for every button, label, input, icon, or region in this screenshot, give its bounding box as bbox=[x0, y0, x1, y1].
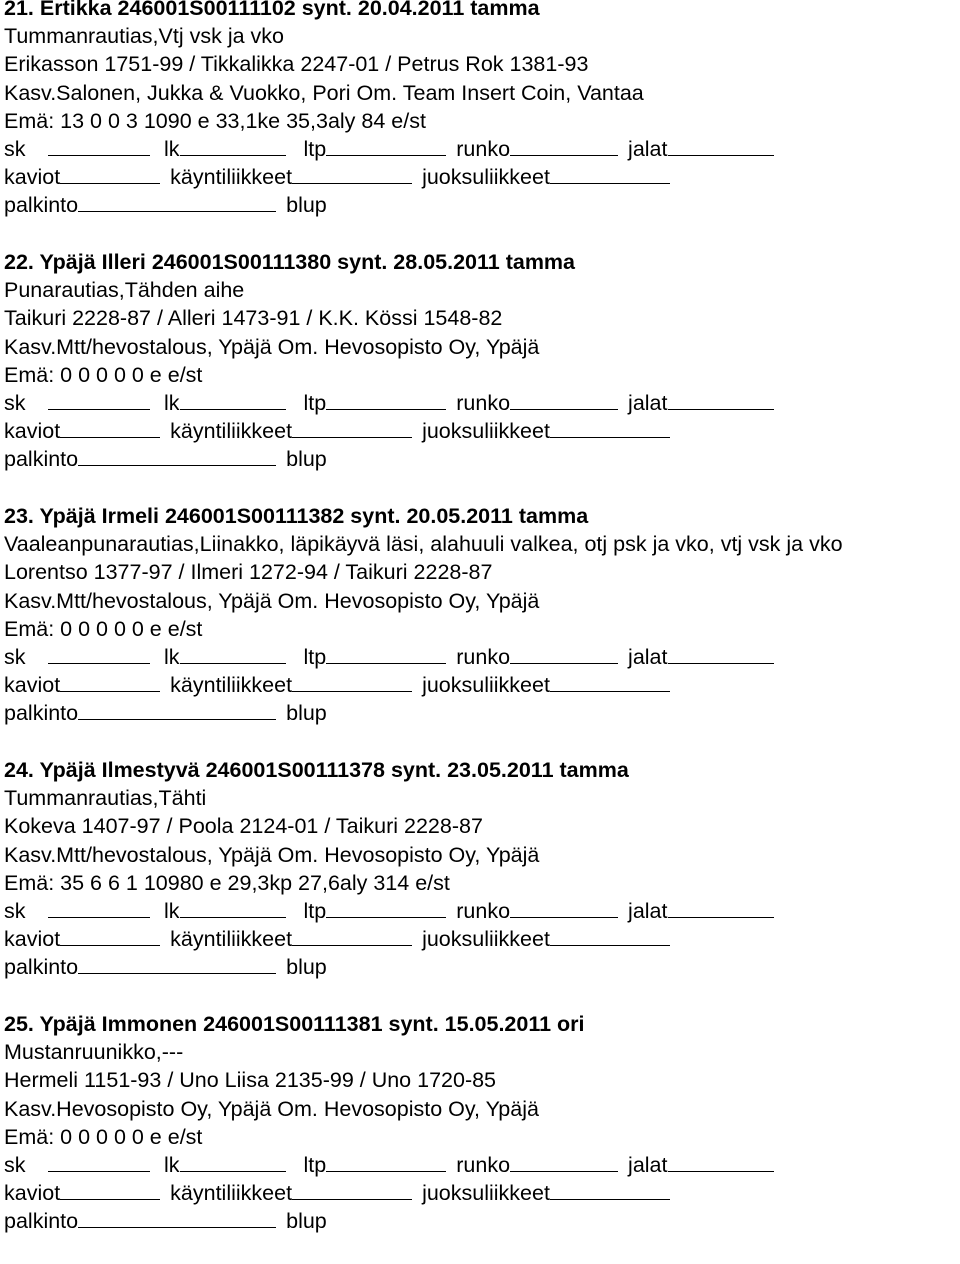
label-kaviot: kaviot bbox=[4, 165, 61, 190]
label-blup: blup bbox=[286, 955, 327, 980]
field-juoksuliikkeet[interactable] bbox=[550, 419, 670, 438]
label-juoksuliikkeet: juoksuliikkeet bbox=[422, 927, 550, 952]
label-palkinto: palkinto bbox=[4, 1209, 79, 1234]
label-kaviot: kaviot bbox=[4, 673, 61, 698]
label-jalat: jalat bbox=[628, 898, 668, 923]
score-row-1 bbox=[4, 135, 960, 163]
field-kaviot[interactable] bbox=[60, 927, 160, 946]
score-row-3 bbox=[4, 1207, 960, 1235]
horse-title: 24. Ypäjä Ilmestyvä 246001S00111378 synt. 23.05.2011 tamma bbox=[4, 758, 629, 782]
horse-color: Tummanrautias,Vtj vsk ja vko bbox=[4, 24, 284, 49]
field-ltp[interactable] bbox=[326, 899, 446, 918]
label-runko: runko bbox=[456, 898, 511, 923]
score-row-2 bbox=[4, 1179, 960, 1207]
field-kayntiliikkeet[interactable] bbox=[292, 1181, 412, 1200]
label-blup: blup bbox=[286, 193, 327, 218]
label-lk: lk bbox=[164, 1152, 180, 1177]
field-palkinto[interactable] bbox=[78, 193, 276, 212]
horse-entry bbox=[4, 1010, 960, 1264]
horse-title: 22. Ypäjä Illeri 246001S00111380 synt. 28.05.2011 tamma bbox=[4, 250, 576, 274]
field-jalat[interactable] bbox=[668, 645, 774, 664]
horse-color: Tummanrautias,Tähti bbox=[4, 786, 207, 811]
field-runko[interactable] bbox=[510, 137, 618, 156]
field-ltp[interactable] bbox=[326, 137, 446, 156]
field-palkinto[interactable] bbox=[78, 955, 276, 974]
label-sk: sk bbox=[4, 898, 26, 923]
field-jalat[interactable] bbox=[668, 391, 774, 410]
label-runko: runko bbox=[456, 1152, 511, 1177]
field-runko[interactable] bbox=[510, 1153, 618, 1172]
score-row-3 bbox=[4, 445, 960, 473]
label-lk: lk bbox=[164, 136, 180, 161]
field-lk[interactable] bbox=[180, 391, 286, 410]
horse-pedigree: Kokeva 1407-97 / Poola 2124-01 / Taikuri 2228-87 bbox=[4, 814, 483, 839]
horse-color: Mustanruunikko,--- bbox=[4, 1040, 184, 1065]
horse-dam-record: Emä: 13 0 0 3 1090 e 33,1ke 35,3aly 84 e/st bbox=[4, 108, 426, 133]
horse-breeder-owner: Kasv.Mtt/hevostalous, Ypäjä Om. Hevosopisto Oy, Ypäjä bbox=[4, 588, 540, 613]
score-row-1 bbox=[4, 643, 960, 671]
label-sk: sk bbox=[4, 390, 26, 415]
label-sk: sk bbox=[4, 644, 26, 669]
field-kayntiliikkeet[interactable] bbox=[292, 673, 412, 692]
label-runko: runko bbox=[456, 390, 511, 415]
field-lk[interactable] bbox=[180, 899, 286, 918]
horse-entry bbox=[4, 756, 960, 1010]
label-runko: runko bbox=[456, 136, 511, 161]
label-sk: sk bbox=[4, 136, 26, 161]
document-page bbox=[4, 0, 960, 1264]
field-kaviot[interactable] bbox=[60, 1181, 160, 1200]
field-kayntiliikkeet[interactable] bbox=[292, 419, 412, 438]
label-blup: blup bbox=[286, 1209, 327, 1234]
horse-color: Vaaleanpunarautias,Liinakko, läpikäyvä läsi, alahuuli valkea, otj psk ja vko, vtj vsk ja vko bbox=[4, 532, 843, 557]
label-lk: lk bbox=[164, 644, 180, 669]
field-juoksuliikkeet[interactable] bbox=[550, 1181, 670, 1200]
label-kaviot: kaviot bbox=[4, 419, 61, 444]
field-runko[interactable] bbox=[510, 391, 618, 410]
horse-title: 25. Ypäjä Immonen 246001S00111381 synt. 15.05.2011 ori bbox=[4, 1012, 585, 1036]
label-ltp: ltp bbox=[303, 390, 327, 415]
score-row-2 bbox=[4, 925, 960, 953]
score-row-3 bbox=[4, 953, 960, 981]
field-sk[interactable] bbox=[48, 391, 150, 410]
label-kaviot: kaviot bbox=[4, 1181, 61, 1206]
horse-dam-record: Emä: 0 0 0 0 0 e e/st bbox=[4, 1124, 203, 1149]
field-kayntiliikkeet[interactable] bbox=[292, 165, 412, 184]
field-kayntiliikkeet[interactable] bbox=[292, 927, 412, 946]
score-row-2 bbox=[4, 417, 960, 445]
field-ltp[interactable] bbox=[326, 645, 446, 664]
label-juoksuliikkeet: juoksuliikkeet bbox=[422, 1181, 550, 1206]
horse-title: 23. Ypäjä Irmeli 246001S00111382 synt. 20.05.2011 tamma bbox=[4, 504, 589, 528]
field-ltp[interactable] bbox=[326, 391, 446, 410]
label-kayntiliikkeet: käyntiliikkeet bbox=[170, 419, 293, 444]
field-kaviot[interactable] bbox=[60, 419, 160, 438]
score-row-3 bbox=[4, 191, 960, 219]
label-ltp: ltp bbox=[303, 136, 327, 161]
field-sk[interactable] bbox=[48, 899, 150, 918]
horse-entry bbox=[4, 0, 960, 248]
horse-pedigree: Taikuri 2228-87 / Alleri 1473-91 / K.K. Kössi 1548-82 bbox=[4, 306, 503, 331]
label-juoksuliikkeet: juoksuliikkeet bbox=[422, 419, 550, 444]
field-juoksuliikkeet[interactable] bbox=[550, 165, 670, 184]
label-sk: sk bbox=[4, 1152, 26, 1177]
horse-breeder-owner: Kasv.Mtt/hevostalous, Ypäjä Om. Hevosopisto Oy, Ypäjä bbox=[4, 842, 540, 867]
horse-color: Punarautias,Tähden aihe bbox=[4, 278, 245, 303]
label-palkinto: palkinto bbox=[4, 447, 79, 472]
field-jalat[interactable] bbox=[668, 899, 774, 918]
label-jalat: jalat bbox=[628, 136, 668, 161]
horse-title: 21. Ertikka 246001S00111102 synt. 20.04.2011 tamma bbox=[4, 0, 540, 20]
label-kayntiliikkeet: käyntiliikkeet bbox=[170, 927, 293, 952]
horse-pedigree: Erikasson 1751-99 / Tikkalikka 2247-01 / Petrus Rok 1381-93 bbox=[4, 52, 589, 77]
label-jalat: jalat bbox=[628, 644, 668, 669]
label-jalat: jalat bbox=[628, 1152, 668, 1177]
label-juoksuliikkeet: juoksuliikkeet bbox=[422, 673, 550, 698]
field-juoksuliikkeet[interactable] bbox=[550, 673, 670, 692]
label-blup: blup bbox=[286, 447, 327, 472]
label-lk: lk bbox=[164, 898, 180, 923]
field-lk[interactable] bbox=[180, 1153, 286, 1172]
horse-breeder-owner: Kasv.Hevosopisto Oy, Ypäjä Om. Hevosopisto Oy, Ypäjä bbox=[4, 1096, 539, 1121]
label-ltp: ltp bbox=[303, 898, 327, 923]
field-jalat[interactable] bbox=[668, 137, 774, 156]
field-palkinto[interactable] bbox=[78, 701, 276, 720]
label-ltp: ltp bbox=[303, 644, 327, 669]
label-juoksuliikkeet: juoksuliikkeet bbox=[422, 165, 550, 190]
field-jalat[interactable] bbox=[668, 1153, 774, 1172]
score-row-2 bbox=[4, 671, 960, 699]
label-kayntiliikkeet: käyntiliikkeet bbox=[170, 165, 293, 190]
field-sk[interactable] bbox=[48, 645, 150, 664]
field-juoksuliikkeet[interactable] bbox=[550, 927, 670, 946]
label-kaviot: kaviot bbox=[4, 927, 61, 952]
horse-pedigree: Hermeli 1151-93 / Uno Liisa 2135-99 / Uno 1720-85 bbox=[4, 1068, 497, 1093]
field-palkinto[interactable] bbox=[78, 1209, 276, 1228]
horse-dam-record: Emä: 35 6 6 1 10980 e 29,3kp 27,6aly 314 e/st bbox=[4, 870, 450, 895]
horse-pedigree: Lorentso 1377-97 / Ilmeri 1272-94 / Taikuri 2228-87 bbox=[4, 560, 493, 585]
label-jalat: jalat bbox=[628, 390, 668, 415]
horse-entry bbox=[4, 248, 960, 502]
field-kaviot[interactable] bbox=[60, 673, 160, 692]
field-runko[interactable] bbox=[510, 645, 618, 664]
field-runko[interactable] bbox=[510, 899, 618, 918]
horse-breeder-owner: Kasv.Salonen, Jukka & Vuokko, Pori Om. Team Insert Coin, Vantaa bbox=[4, 80, 644, 105]
field-kaviot[interactable] bbox=[60, 165, 160, 184]
score-row-1 bbox=[4, 389, 960, 417]
horse-entry bbox=[4, 502, 960, 756]
score-row-2 bbox=[4, 163, 960, 191]
label-palkinto: palkinto bbox=[4, 193, 79, 218]
field-lk[interactable] bbox=[180, 137, 286, 156]
label-kayntiliikkeet: käyntiliikkeet bbox=[170, 1181, 293, 1206]
label-runko: runko bbox=[456, 644, 511, 669]
score-row-1 bbox=[4, 1151, 960, 1179]
field-palkinto[interactable] bbox=[78, 447, 276, 466]
label-palkinto: palkinto bbox=[4, 955, 79, 980]
field-sk[interactable] bbox=[48, 1153, 150, 1172]
label-palkinto: palkinto bbox=[4, 701, 79, 726]
field-lk[interactable] bbox=[180, 645, 286, 664]
horse-dam-record: Emä: 0 0 0 0 0 e e/st bbox=[4, 362, 203, 387]
label-ltp: ltp bbox=[303, 1152, 327, 1177]
score-row-3 bbox=[4, 699, 960, 727]
label-lk: lk bbox=[164, 390, 180, 415]
field-sk[interactable] bbox=[48, 137, 150, 156]
horse-breeder-owner: Kasv.Mtt/hevostalous, Ypäjä Om. Hevosopisto Oy, Ypäjä bbox=[4, 334, 540, 359]
field-ltp[interactable] bbox=[326, 1153, 446, 1172]
score-row-1 bbox=[4, 897, 960, 925]
horse-dam-record: Emä: 0 0 0 0 0 e e/st bbox=[4, 616, 203, 641]
label-blup: blup bbox=[286, 701, 327, 726]
label-kayntiliikkeet: käyntiliikkeet bbox=[170, 673, 293, 698]
